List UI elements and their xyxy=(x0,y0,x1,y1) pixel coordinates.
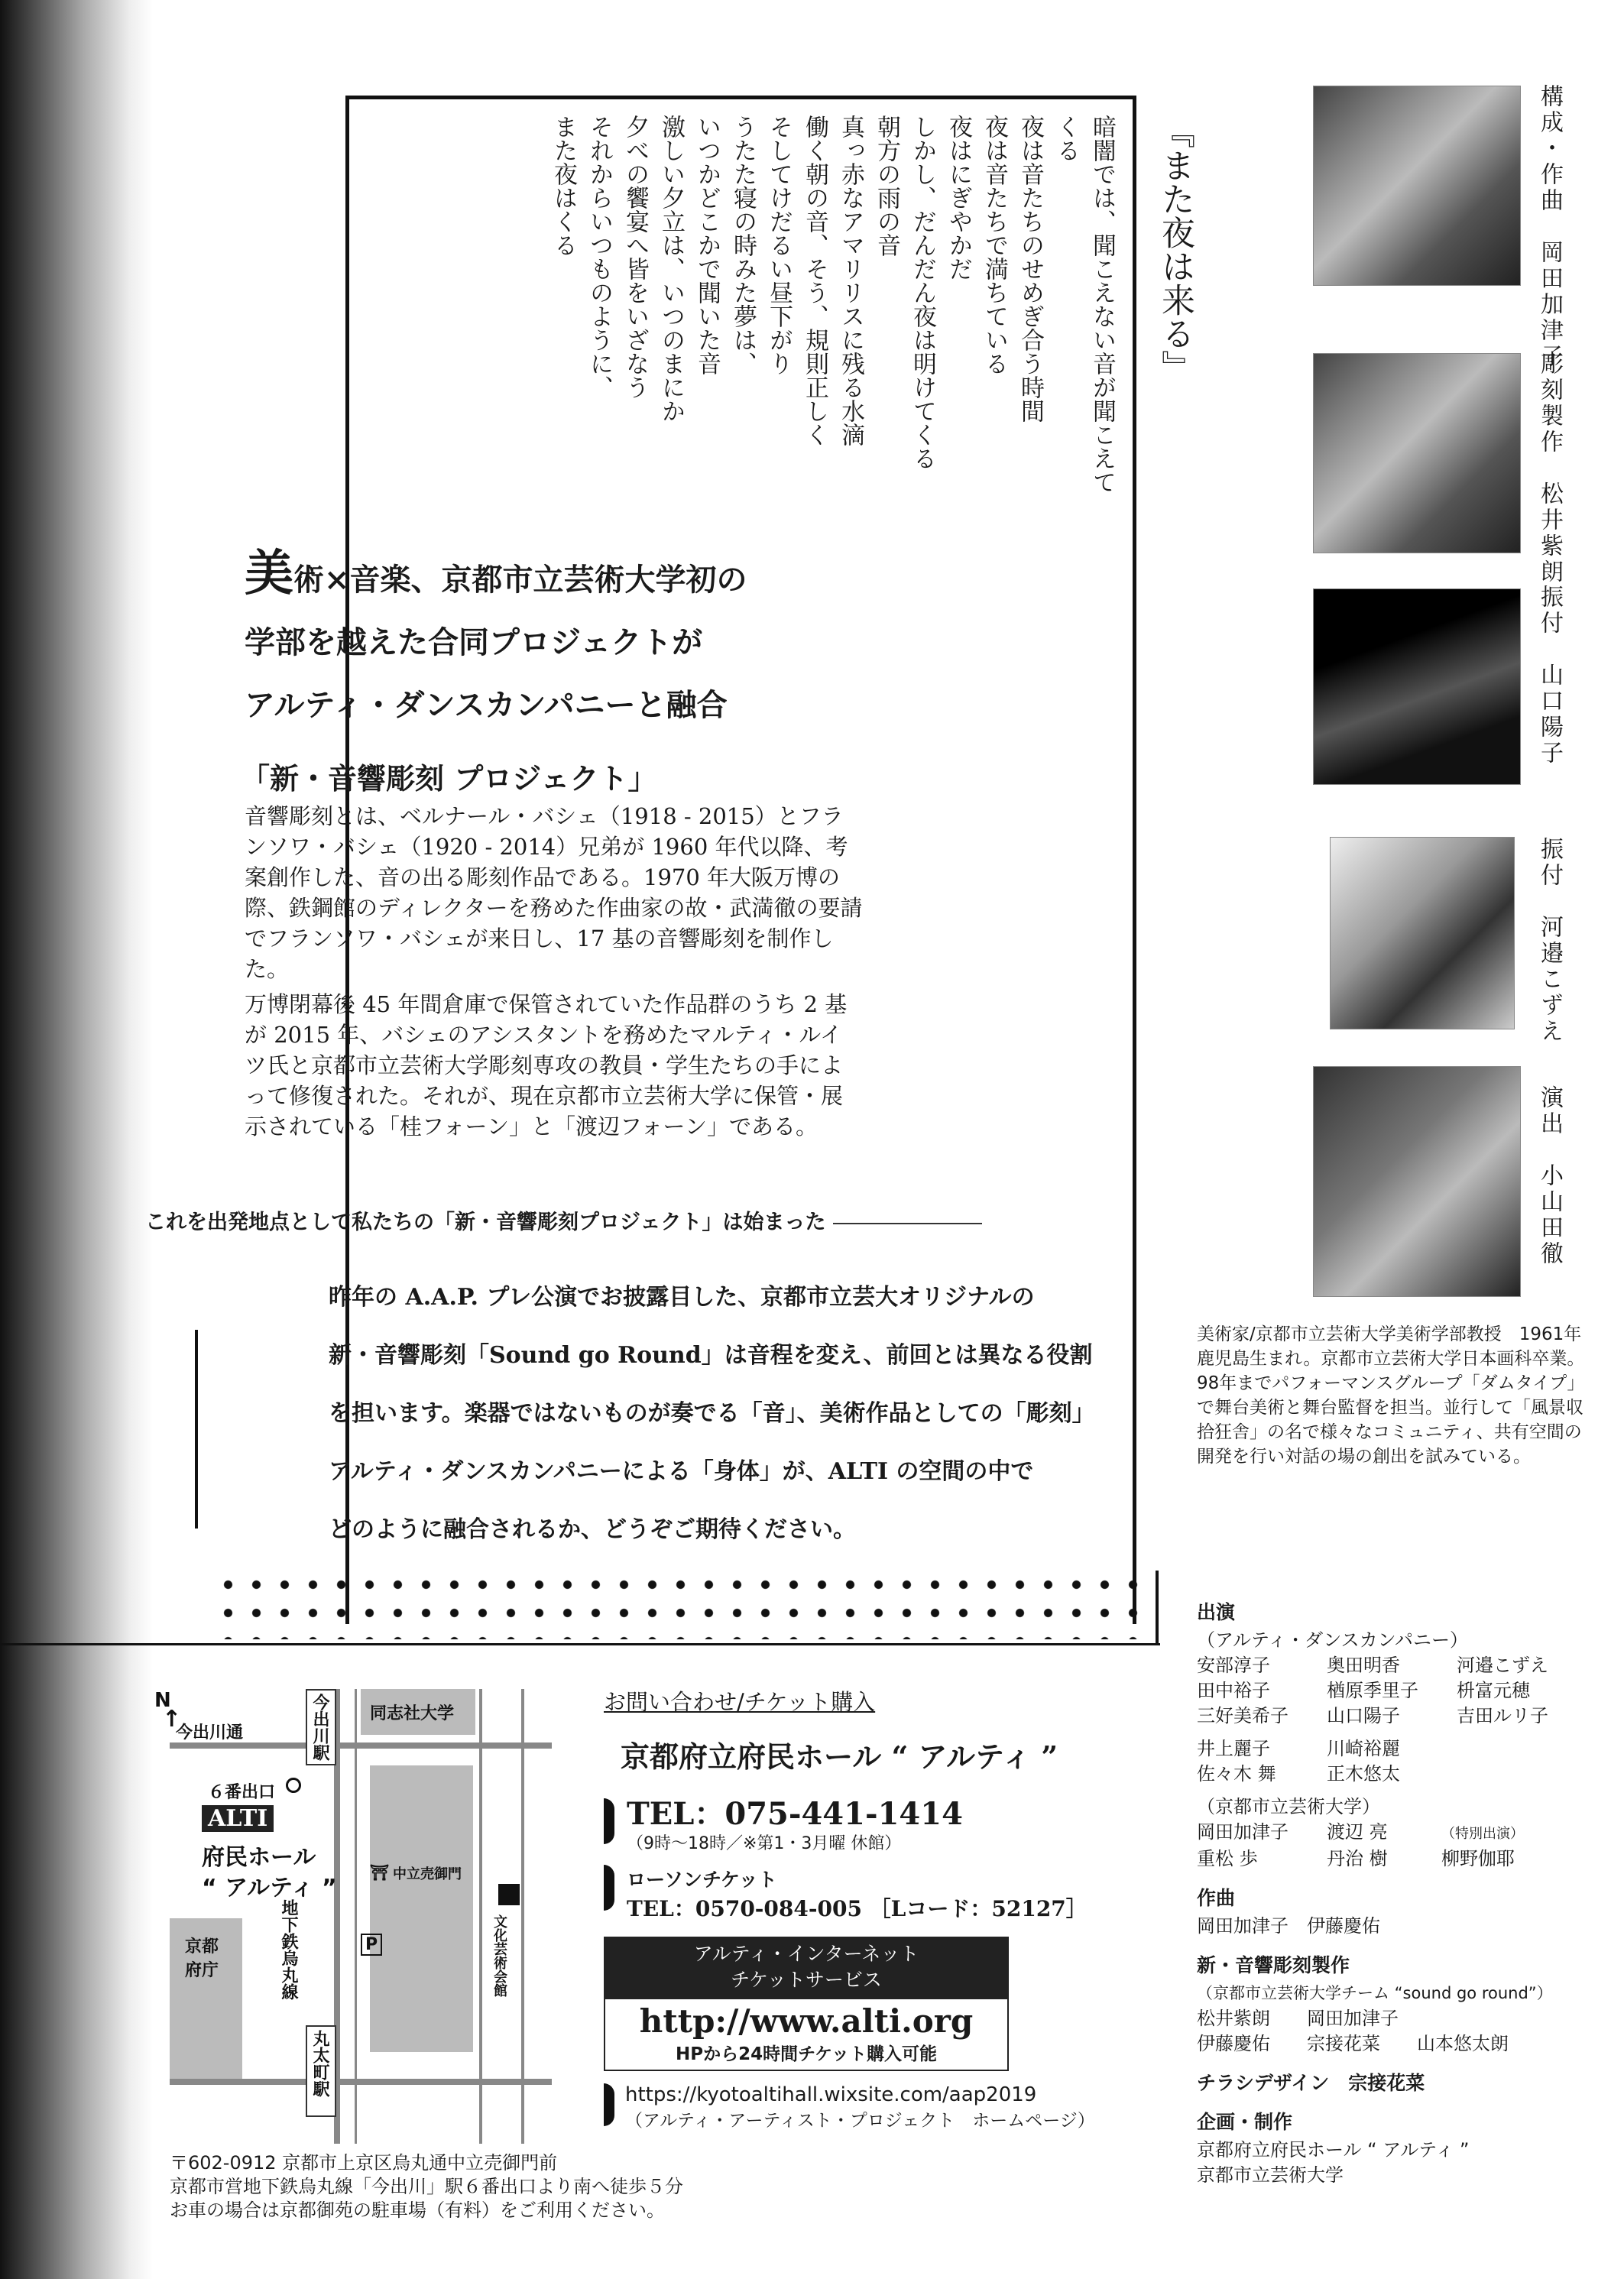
exit-marker-icon xyxy=(286,1778,301,1793)
cast-member: （特別出演） xyxy=(1441,1826,1524,1842)
contact-heading: お問い合わせ/チケット購入 xyxy=(604,1689,876,1715)
cast-group-1 xyxy=(1197,1653,1609,1729)
half-circle-icon xyxy=(604,1798,614,1844)
label-bunka: 文化芸術会館 xyxy=(491,1914,507,1997)
road-marutamachi xyxy=(170,2079,552,2085)
cast-member: 正木悠太 xyxy=(1327,1763,1400,1785)
cast-row xyxy=(1197,1678,1609,1704)
half-circle-icon xyxy=(604,1865,614,1911)
access-map xyxy=(154,1689,552,2144)
north-arrow: N xyxy=(154,1689,171,1712)
credit-2: 彫刻製作 松井紫朗 xyxy=(1536,352,1563,585)
cast-member: 田中裕子 xyxy=(1197,1680,1270,1701)
address-block: 〒602-0912 京都市上京区烏丸通中立売御門前 京都市営地下鉄烏丸線「今出川」駅６番出口より南へ徒歩５分 お車の場合は京都御苑の駐車場（有料）をご利用ください。 xyxy=(170,2152,683,2221)
cast-group-2 xyxy=(1197,1736,1609,1787)
produce-title: 企画・制作 xyxy=(1197,2111,1293,2133)
cast-row xyxy=(1197,1762,1609,1787)
cast-group-3 xyxy=(1197,1820,1609,1872)
cast-member: 渡辺 亮 xyxy=(1327,1821,1388,1843)
poem-line: 夜はにぎやかだ xyxy=(945,115,972,280)
project-para-2: 万博閉幕後 45 年間倉庫で保管されていた作品群のうち 2 基が 2015 年、バシェのアシスタントを務めたマルティ・ルイツ氏と京都市立芸術大学彫刻専攻の教員・学生たちの手によって修復された。それが、現在京都市立芸術大学に保管・展示されている「桂フォーン」と「渡辺フォーン」である。 xyxy=(245,991,848,1140)
project-body xyxy=(245,801,864,1142)
url-note: HPから24時間チケット購入可能 xyxy=(675,2044,938,2064)
aap-note: （アルティ・アーティスト・プロジェクト ホームページ） xyxy=(625,2111,1095,2131)
poem-line: また夜はくる xyxy=(549,115,577,257)
compose-title: 作曲 xyxy=(1197,1887,1236,1909)
left-gradient-bar xyxy=(0,0,153,2279)
credit-4: 振付 河邉こずえ xyxy=(1536,837,1563,1045)
poem-line: 夜は音たちのせめぎ合う時間 xyxy=(1016,115,1044,423)
cast-member: 吉田ルリ子 xyxy=(1457,1705,1548,1726)
cast-row xyxy=(1197,1820,1609,1846)
poem-line: 夜は音たちで満ちている xyxy=(981,115,1008,375)
intro-text: 昨年の A.A.P. プレ公演でお披露目した、京都市立芸大オリジナルの 新・音響彫刻「Sound go Round」は音程を変え、前回とは異なる役割 を担います。楽器ではないものが奏でる「音」、美術作品としての「彫刻」 アルティ・ダンスカンパニーによる「身体」が、ALTI の空間の中で どのように融合されるか、どうぞご期待ください。 xyxy=(329,1284,1095,1543)
cast-member: 丹治 樹 xyxy=(1327,1848,1388,1869)
cast-title: 出演 xyxy=(1197,1601,1236,1623)
venue-name: 京都府立府民ホール “ アルティ ” xyxy=(621,1739,1058,1774)
credit-3: 振付 山口陽子 xyxy=(1536,585,1563,767)
flyer-design: チラシデザイン 宗接花菜 xyxy=(1197,2072,1425,2094)
photo-matsui xyxy=(1313,353,1521,553)
alti-url[interactable]: http://www.alti.org xyxy=(639,2002,974,2040)
label-doshisha: 同志社大学 xyxy=(370,1704,455,1723)
alti-logo: ALTI xyxy=(202,1805,274,1832)
credit-1: 構成・作曲 岡田加津子 xyxy=(1536,84,1563,370)
poem-line: 真っ赤なアマリリスに残る水滴 xyxy=(837,115,864,446)
headline: 美術×音楽、京都市立芸術大学初の 学部を越えた合同プロジェクトが アルティ・ダンスカンパニーと融合 xyxy=(245,545,747,723)
road-east xyxy=(521,1689,524,2144)
photo-kawabe xyxy=(1330,837,1515,1029)
north-arrow-icon: ↑ xyxy=(162,1706,182,1733)
imadegawa-station: 今出川駅 xyxy=(306,1689,336,1765)
project-para-1: 音響彫刻とは、ベルナール・バシェ（1918 - 2015）とフランソワ・バシェ（1920 - 2014）兄弟が 1960 年代以降、考案創作した、音の出る彫刻作品である。1970 年大阪万博の際、鉄鋼館のディレクターを務めた作曲家の故・武満徹の要請でフランソワ・バシェが来日し、17 基の音響彫刻を制作した。 xyxy=(245,803,863,982)
label-prefecture: 京都府庁 xyxy=(185,1937,219,1980)
cast-row xyxy=(1197,1846,1609,1872)
poem-line: 暗闇では、聞こえない音が聞こえてくる xyxy=(1052,115,1116,494)
poem-text xyxy=(545,115,1120,512)
contact-block xyxy=(604,1685,1154,2131)
gate-icon: ⛩ xyxy=(370,1863,390,1882)
cast-member: 重松 歩 xyxy=(1197,1848,1258,1869)
cast-member: 奥田明香 xyxy=(1327,1655,1400,1676)
poem-line: うたた寝の時みた夢は、 xyxy=(729,115,757,375)
project-title: 「新・音響彫刻 プロジェクト」 xyxy=(241,762,657,796)
road-karasuma-2 xyxy=(355,1689,357,2144)
cast-list: 出演 （アルティ・ダンスカンパニー） 安部淳子 奥田明香 河邉こずえ 田中裕子 楢原季里子 枡富元穂 三好美希子 山口陽子 吉田ルリ子 井上麗子 川崎裕麗 佐々木 舞 正木悠太 （京都市立芸術大学） 岡田加津子 渡辺 亮 （特別出演） 重松 歩 丹治 樹 柳野伽耶 作曲 岡田加津子 伊藤慶佑 新・音響彫刻製作 （京都市立芸術大学チーム “sound go round”） 松井紫朗 岡田加津子 伊藤慶佑 宗接花菜 山本悠太朗 チラシデザイン 宗接花菜 企画・制作 京都府立府民ホール “ アルティ ” 京都市立芸術大学 xyxy=(1197,1586,1609,2188)
cast-member: 枡富元穂 xyxy=(1457,1680,1530,1701)
cast-member: 安部淳子 xyxy=(1197,1655,1270,1676)
label-subway: 地下鉄烏丸線 xyxy=(279,1899,298,2000)
poem-title: 『また夜は来る』 xyxy=(1156,115,1194,384)
sculpt-title: 新・音響彫刻製作 xyxy=(1197,1954,1350,1976)
tel-number: TEL：075-441-1414 xyxy=(627,1796,963,1832)
cast-member: 川崎裕麗 xyxy=(1327,1738,1400,1759)
poem-line: それからいつものように、 xyxy=(585,115,613,399)
lawson-tel: TEL：0570-084-005 ［Lコード：52127］ xyxy=(627,1896,1088,1921)
poem-line: 夕べの饗宴へ皆をいざなう xyxy=(621,115,649,399)
parking-icon: P xyxy=(361,1934,382,1956)
poem-line: いつかどこかで聞いた音 xyxy=(693,115,721,375)
cast-member: 岡田加津子 xyxy=(1197,1821,1289,1843)
cast-member: 楢原季里子 xyxy=(1327,1680,1418,1701)
photo-yamaguchi xyxy=(1313,588,1521,785)
credit-5: 演出 小山田徹 xyxy=(1536,1085,1563,1267)
cast-member: 井上麗子 xyxy=(1197,1738,1270,1759)
bunka-marker xyxy=(498,1884,520,1905)
divider-line xyxy=(0,1643,1160,1645)
label-nakadachiuri: 中立売御門 xyxy=(393,1866,462,1882)
cast-row xyxy=(1197,1736,1609,1762)
cast-member: 柳野伽耶 xyxy=(1441,1848,1515,1869)
poem-line: そしてけだるい昼下がり xyxy=(765,115,793,375)
road-teramachi xyxy=(479,1689,482,2144)
cast-member: 三好美希子 xyxy=(1197,1705,1289,1726)
cast-member: 河邉こずえ xyxy=(1457,1655,1548,1676)
marutamachi-station: 丸太町駅 xyxy=(306,2025,336,2117)
poem-line: 激しい夕立は、いつのまにか xyxy=(657,115,685,423)
photo-oyamada xyxy=(1313,1066,1521,1297)
road-imadegawa xyxy=(170,1742,552,1749)
dot-pattern xyxy=(214,1571,1154,1639)
poem-line: しかし、だんだん夜は明けてくる xyxy=(909,115,936,470)
photo-okada xyxy=(1313,86,1521,286)
gosho-block xyxy=(370,1765,473,2052)
label-exit6: ６番出口 xyxy=(208,1783,276,1802)
lawson-label: ローソンチケット xyxy=(627,1869,777,1891)
lead-line: これを出発地点として私たちの「新・音響彫刻プロジェクト」は始まった xyxy=(145,1205,982,1235)
label-hall: 府民ホール xyxy=(202,1844,316,1871)
tel-hours: （9時〜18時／※第1・3月曜 休館） xyxy=(627,1834,902,1853)
divider-vert xyxy=(1156,1571,1159,1643)
net-ticket-box: アルティ・インターネット チケットサービス xyxy=(604,1937,1009,1998)
cast-row xyxy=(1197,1653,1609,1678)
url-box[interactable] xyxy=(604,1998,1009,2071)
aap-url[interactable]: https://kyotoaltihall.wixsite.com/aap2019 xyxy=(625,2083,1037,2106)
half-circle-icon xyxy=(604,2083,614,2126)
label-hall-alti: “ アルティ ” xyxy=(202,1875,337,1901)
cast-member: 山口陽子 xyxy=(1327,1705,1400,1726)
poem-line: 働く朝の音、そう、規則正しく xyxy=(801,115,828,446)
marker-line xyxy=(195,1330,198,1529)
label-imadegawa-st: 今出川通 xyxy=(176,1723,244,1742)
cast-member: 佐々木 舞 xyxy=(1197,1763,1276,1785)
cast-row xyxy=(1197,1704,1609,1729)
poem-line: 朝方の雨の音 xyxy=(873,115,900,257)
oyamada-bio: 美術家/京都市立芸術大学美術学部教授 1961年鹿児島生まれ。京都市立芸術大学日本画科卒業。98年までパフォーマンスグループ「ダムタイプ」で舞台美術と舞台監督を担当。並行して「風景収拾狂舎」の名で様々なコミュニティ、共有空間の開発を行い対話の場の創出を試みている。 xyxy=(1197,1324,1585,1467)
